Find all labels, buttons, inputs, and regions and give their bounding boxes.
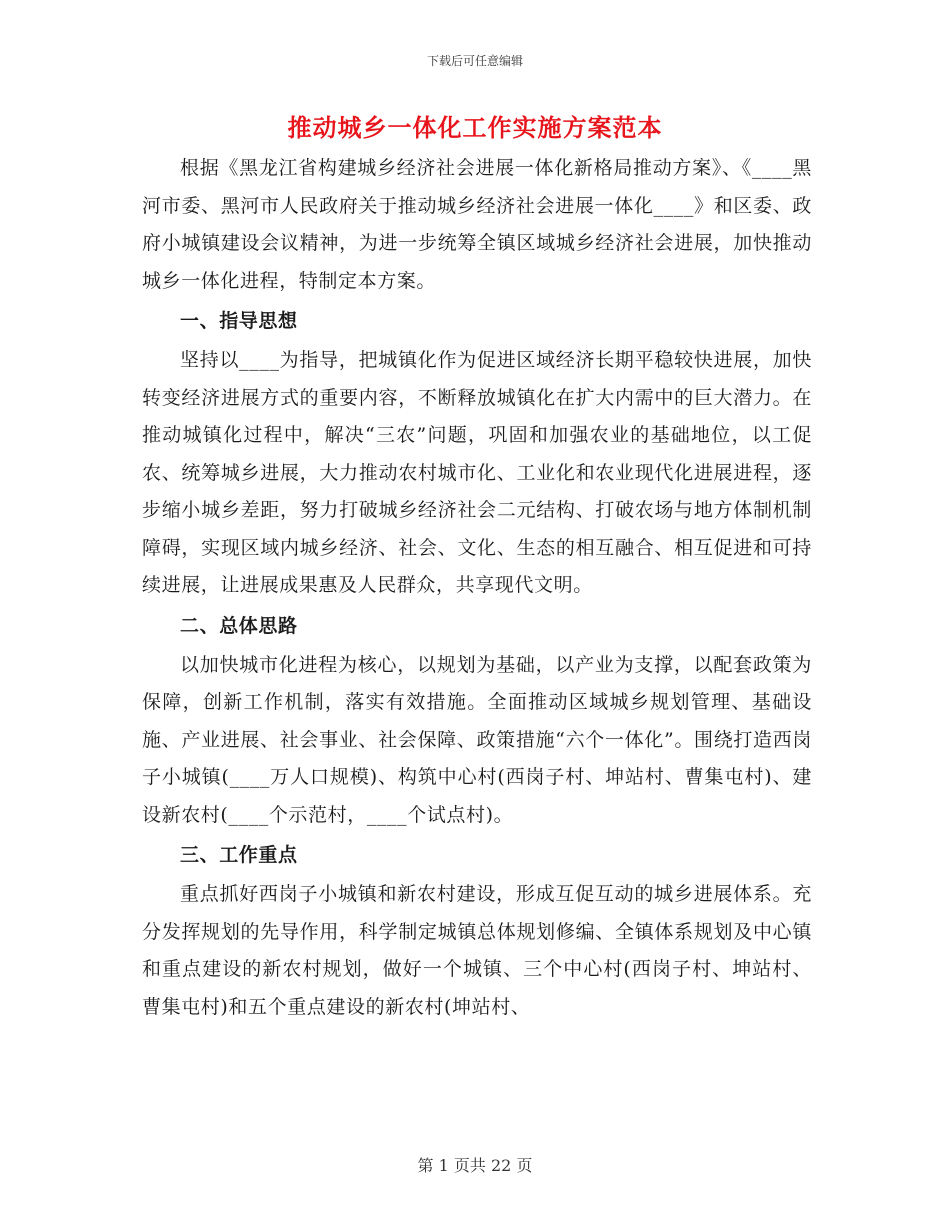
- section-body-guiding-ideology: 坚持以____为指导，把城镇化作为促进区域经济长期平稳较快进展，加快转变经济进展方式的重要内容，不断释放城镇化在扩大内需中的巨大潜力。在推动城镇化过程中，解决“三农”问题，巩固和加强农业的基础地位，以工促农、统筹城乡进展，大力推动农村城市化、工业化和农业现代化进展进程，逐步缩小城乡差距，努力打破城乡经济社会二元结构、打破农场与地方体制机制障碍，实现区域内城乡经济、社会、文化、生态的相互融合、相互促进和可持续进展，让进展成果惠及人民群众，共享现代文明。: [142, 349, 812, 596]
- section-heading-guiding-ideology: 一、指导思想: [180, 310, 298, 332]
- section-body-overall-approach: 以加快城市化进程为核心，以规划为基础，以产业为支撑，以配套政策为保障，创新工作机制，落实有效措施。全面推动区域城乡规划管理、基础设施、产业进展、社会事业、社会保障、政策措施“六个一体化”。围绕打造西岗子小城镇(____万人口规模)、构筑中心村(西岗子村、坤站村、曹集屯村)、建设新农村(____个示范村，____个试点村)。: [142, 653, 812, 826]
- section-heading-overall-approach: 二、总体思路: [180, 614, 298, 637]
- section-heading-work-focus: 三、工作重点: [180, 844, 298, 866]
- document-title: 推动城乡一体化工作实施方案范本: [287, 113, 663, 142]
- page-header: 下载后可任意编辑: [426, 54, 523, 68]
- intro-paragraph: 根据《黑龙江省构建城乡经济社会进展一体化新格局推动方案》、《____黑河市委、黑河市人民政府关于推动城乡经济社会进展一体化____》和区委、政府小城镇建设会议精神，为进一步统筹全镇区域城乡经济社会进展，加快推动城乡一体化进程，特制定本方案。: [142, 157, 812, 292]
- document-body: [142, 150, 812, 1026]
- page-footer: 第 1 页共 22 页: [417, 1156, 533, 1175]
- section-body-work-focus: 重点抓好西岗子小城镇和新农村建设，形成互促互动的城乡进展体系。充分发挥规划的先导作用，科学制定城镇总体规划修编、全镇体系规划及中心镇和重点建设的新农村规划，做好一个城镇、三个中心村(西岗子村、坤站村、曹集屯村)和五个重点建设的新农村(坤站村、: [142, 883, 812, 1018]
